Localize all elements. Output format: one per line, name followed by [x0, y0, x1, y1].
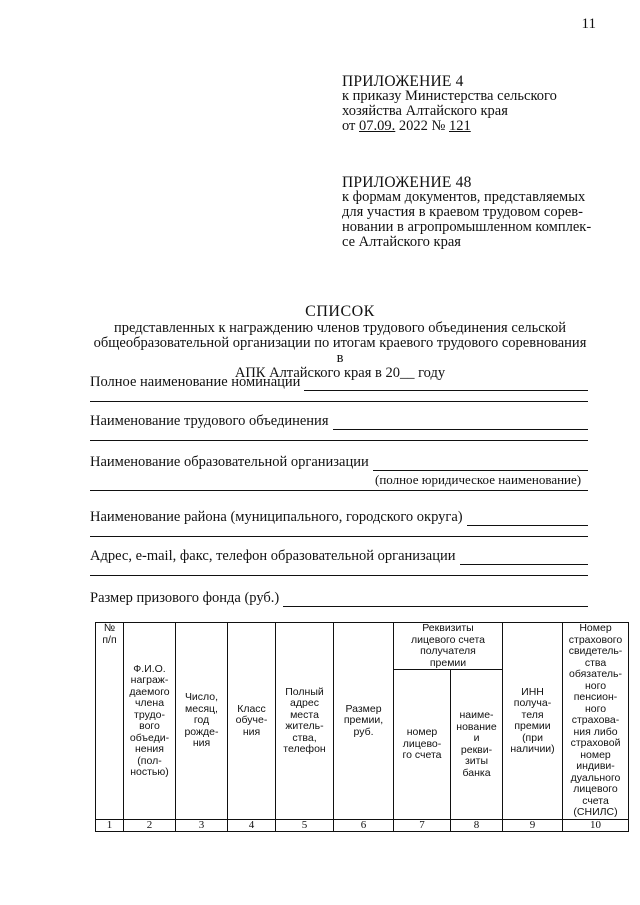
column-number: 9: [503, 820, 563, 832]
prize-label: Размер призового фонда (руб.): [90, 590, 280, 606]
team-blank[interactable]: [333, 416, 589, 430]
appendix-48-line: к формам документов, представляемых: [342, 189, 586, 205]
header-fio: Ф.И.О. награж- даемого члена трудо- вого объеди- нения (пол- ностью): [124, 623, 176, 820]
contacts-field: [90, 548, 588, 566]
team-blank-line-2[interactable]: [90, 440, 588, 441]
nomination-blank[interactable]: [304, 377, 588, 391]
district-blank[interactable]: [467, 512, 588, 526]
nomination-field: [90, 374, 588, 392]
appendix-48-block: [342, 175, 612, 250]
column-number: 2: [124, 820, 176, 832]
document-subtitle-line: АПК Алтайского края в 20__ году: [234, 365, 446, 381]
header-account-number: номер лицево- го счета: [394, 670, 451, 820]
column-number: 4: [228, 820, 276, 832]
appendix-48-line: се Алтайского края: [342, 234, 461, 250]
column-number: 1: [96, 820, 124, 832]
header-address: Полный адрес места житель- ства, телефон: [276, 623, 334, 820]
contacts-blank[interactable]: [460, 551, 588, 565]
district-label: Наименование района (муниципального, городского округа): [90, 509, 463, 525]
district-field: [90, 509, 588, 527]
appendix-4-date-line: [342, 119, 612, 134]
organization-field-line-2: [90, 480, 588, 498]
date-prefix: от: [342, 118, 360, 134]
appendix-48-heading: ПРИЛОЖЕНИЕ 48: [342, 174, 472, 191]
order-year: 2022 №: [395, 118, 449, 134]
column-number: 8: [451, 820, 503, 832]
header-inn: ИНН получа- теля премии (при наличии): [503, 623, 563, 820]
contacts-label: Адрес, e-mail, факс, телефон образовательной организации: [90, 548, 456, 564]
organization-field: [90, 454, 588, 472]
header-birth-date: Число, месяц, год рожде- ния: [176, 623, 228, 820]
header-num: № п/п: [96, 623, 124, 820]
header-grade: Класс обуче- ния: [228, 623, 276, 820]
header-bank: наиме- нование и рекви- зиты банка: [451, 670, 503, 820]
prize-field: [90, 590, 588, 608]
organization-hint: (полное юридическое наименование): [375, 472, 582, 487]
column-number: 7: [394, 820, 451, 832]
order-date: 07.09.: [359, 118, 396, 134]
column-number: 3: [176, 820, 228, 832]
appendix-4-block: [342, 74, 612, 134]
appendix-4-heading: ПРИЛОЖЕНИЕ 4: [342, 73, 464, 90]
organization-blank-line-2[interactable]: [90, 490, 588, 491]
document-title-block: [90, 303, 590, 381]
nomination-blank-line-2[interactable]: [90, 401, 588, 402]
page-number: 11: [581, 16, 596, 32]
appendix-48-line: для участия в краевом трудовом сорев-: [342, 204, 583, 220]
organization-blank[interactable]: [373, 457, 588, 471]
nominees-table: [95, 622, 629, 832]
document-title: СПИСОК: [305, 303, 375, 320]
team-label: Наименование трудового объединения: [90, 413, 329, 429]
district-blank-line-2[interactable]: [90, 536, 588, 537]
contacts-blank-line-2[interactable]: [90, 575, 588, 576]
header-prize: Размер премии, руб.: [334, 623, 394, 820]
team-field: [90, 413, 588, 431]
appendix-4-line: к приказу Министерства сельского: [342, 88, 557, 104]
order-number: 121: [449, 118, 471, 134]
appendix-4-line: хозяйства Алтайского края: [342, 103, 508, 119]
column-number: 6: [334, 820, 394, 832]
organization-label: Наименование образовательной организации: [90, 454, 369, 470]
column-number: 5: [276, 820, 334, 832]
nomination-label: Полное наименование номинации: [90, 374, 301, 390]
header-requisites: Реквизиты лицевого счета получателя премии: [394, 623, 503, 670]
column-number: 10: [563, 820, 629, 832]
header-snils: Номер страхового свидетель- ства обязатель- ного пенсион- ного страхова- ния либо страховой номер индиви- дуального лицевого счета (СНИЛС): [563, 623, 629, 820]
document-subtitle-line: представленных к награждению членов трудового объединения сельской: [113, 320, 567, 336]
appendix-48-line: новании в агропромышленном комплек-: [342, 219, 592, 235]
prize-blank[interactable]: [283, 593, 588, 607]
document-subtitle-line: общеобразовательной организации по итогам краевого трудового соревнования в: [93, 335, 587, 366]
